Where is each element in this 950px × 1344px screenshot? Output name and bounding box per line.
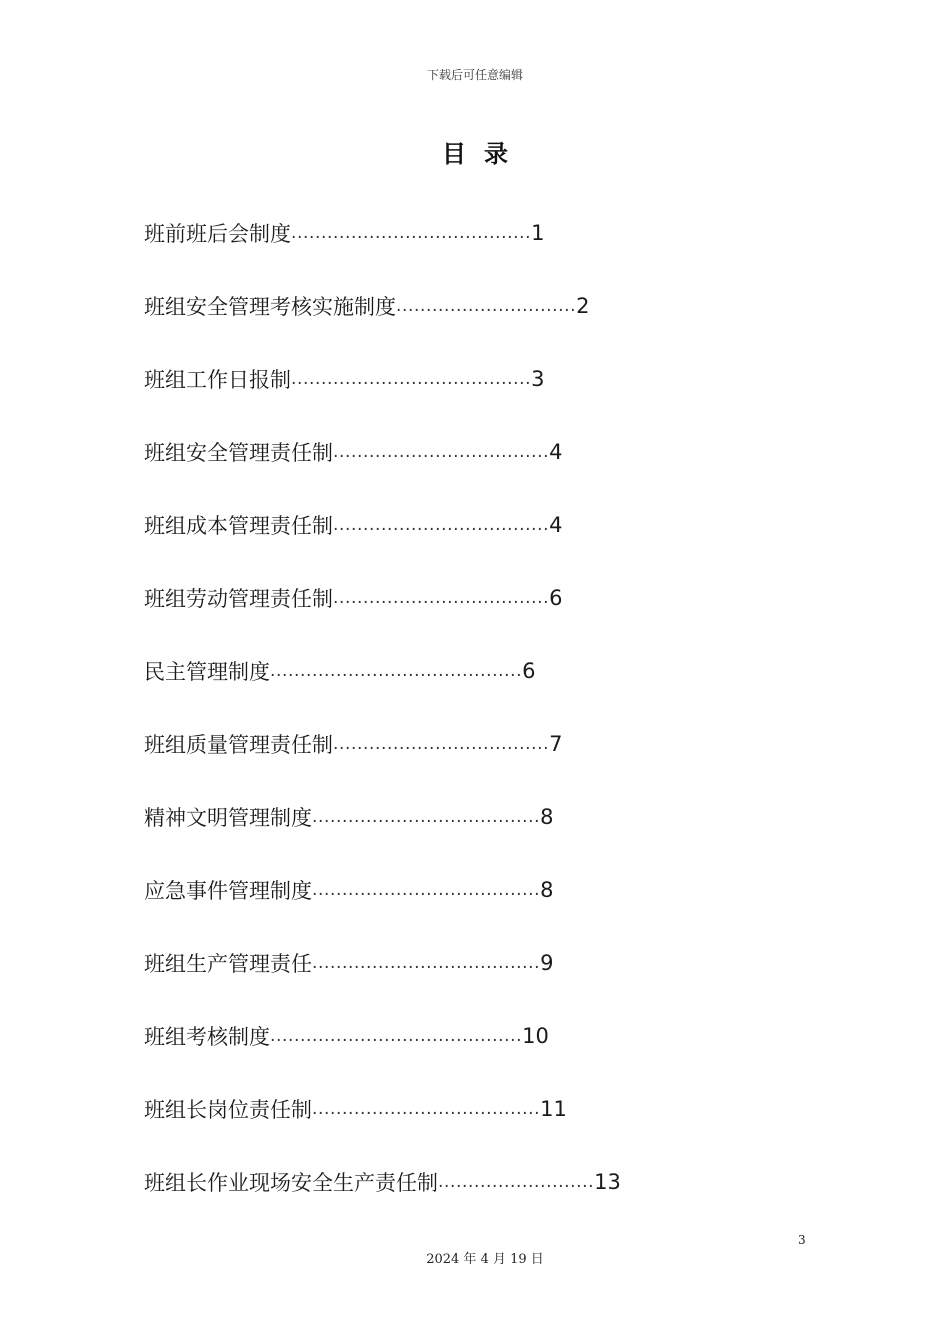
toc-item-page: 11	[540, 1096, 567, 1121]
toc-item-page: 7	[549, 731, 563, 756]
toc-item-page: 10	[522, 1023, 549, 1048]
header-note: 下载后可任意编辑	[426, 68, 523, 82]
toc-item[interactable]	[144, 707, 844, 780]
toc-item-page: 3	[531, 366, 545, 391]
toc-item-leader: ......................................	[312, 879, 541, 900]
toc-item-leader: ........................................	[291, 222, 532, 243]
toc-item-page: 1	[531, 220, 545, 245]
toc-item[interactable]	[144, 853, 844, 926]
toc-item-page: 4	[549, 512, 563, 537]
toc-item[interactable]	[144, 780, 844, 853]
toc-item-leader: ....................................	[333, 514, 550, 535]
toc-item[interactable]	[144, 999, 844, 1072]
toc-item-page: 8	[540, 877, 554, 902]
toc-item-label: 班组质量管理责任制	[144, 732, 333, 757]
toc-item-label: 班组生产管理责任	[144, 951, 312, 976]
toc-item[interactable]	[144, 1072, 844, 1145]
toc-item-page: 6	[549, 585, 563, 610]
toc-title: 目录	[442, 140, 526, 168]
toc-item-page: 4	[549, 439, 563, 464]
toc-item[interactable]	[144, 488, 844, 561]
toc-item-leader: ......................................	[312, 952, 541, 973]
toc-item-label: 班组劳动管理责任制	[144, 586, 333, 611]
toc-item-label: 班组考核制度	[144, 1024, 270, 1049]
toc-item-leader: ........................................	[291, 368, 532, 389]
toc-item-leader: ..........................................	[270, 660, 523, 681]
toc-item[interactable]	[144, 342, 844, 415]
toc-item-leader: ....................................	[333, 733, 550, 754]
toc-item[interactable]	[144, 269, 844, 342]
toc-item-label: 精神文明管理制度	[144, 805, 312, 830]
toc-item-label: 民主管理制度	[144, 659, 270, 684]
toc-item-leader: ..........................	[438, 1171, 595, 1192]
toc-item-label: 班组安全管理考核实施制度	[144, 294, 396, 319]
footer-date: 2024 年 4 月 19 日	[426, 1252, 544, 1267]
toc-item-page: 9	[540, 950, 554, 975]
toc-item-label: 班组长岗位责任制	[144, 1097, 312, 1122]
toc-item[interactable]	[144, 561, 844, 634]
toc-item-page: 8	[540, 804, 554, 829]
toc-item-leader: ..........................................	[270, 1025, 523, 1046]
toc-item[interactable]	[144, 415, 844, 488]
toc-item-label: 班组长作业现场安全生产责任制	[144, 1170, 438, 1195]
toc-item-label: 班组成本管理责任制	[144, 513, 333, 538]
toc-item-label: 班组工作日报制	[144, 367, 291, 392]
toc-item-leader: ....................................	[333, 441, 550, 462]
toc-item[interactable]	[144, 634, 844, 707]
toc-item-leader: ....................................	[333, 587, 550, 608]
toc-item-page: 2	[576, 293, 590, 318]
toc-item-label: 班组安全管理责任制	[144, 440, 333, 465]
toc-item-leader: ..............................	[396, 295, 577, 316]
toc-item-page: 6	[522, 658, 536, 683]
toc-item-label: 应急事件管理制度	[144, 878, 312, 903]
toc-item-label: 班前班后会制度	[144, 221, 291, 246]
toc-list	[144, 196, 844, 1218]
toc-item-leader: ......................................	[312, 806, 541, 827]
toc-item[interactable]	[144, 926, 844, 999]
toc-item-leader: ......................................	[312, 1098, 541, 1119]
toc-item[interactable]	[144, 196, 844, 269]
toc-item-page: 13	[594, 1169, 621, 1194]
page-number: 3	[798, 1233, 806, 1247]
toc-item[interactable]	[144, 1145, 844, 1218]
